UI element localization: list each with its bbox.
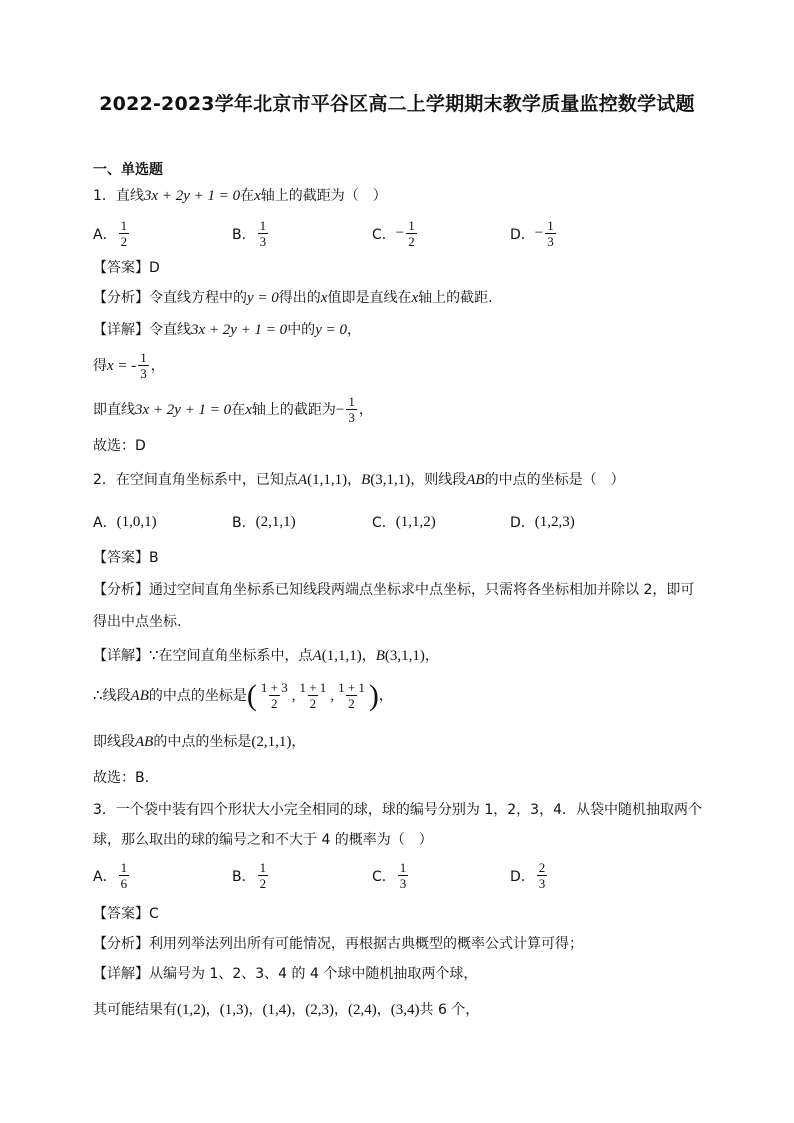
text: 令直线 <box>149 322 191 338</box>
option-fraction <box>398 860 409 891</box>
text: ， <box>361 648 376 664</box>
frac-den: 3 <box>538 876 546 891</box>
option-label: D． <box>510 515 535 531</box>
text: 的中点的坐标是 <box>148 687 247 704</box>
frac-num: 1 <box>408 218 415 233</box>
q1-option-a[interactable] <box>93 218 131 249</box>
text: 得 <box>93 357 107 374</box>
math: AB <box>135 734 154 750</box>
option-label: D． <box>510 226 535 243</box>
math: y = 0 <box>315 322 347 338</box>
math: , <box>330 687 335 704</box>
text: 令直线方程中的 <box>149 290 247 306</box>
q1-axis-var: x <box>254 188 261 204</box>
detail-tag: 【详解】 <box>93 322 149 338</box>
frac-den: 3 <box>399 876 407 891</box>
text: 其可能结果有 <box>93 1002 177 1018</box>
text: 在 <box>231 401 246 418</box>
q2-stem <box>93 470 625 490</box>
section-heading: 一、单选题 <box>93 162 163 178</box>
q2-option-b[interactable] <box>232 512 296 532</box>
text: ， <box>378 687 393 704</box>
frac-num: 1 + 1 <box>338 680 365 695</box>
q3-option-c[interactable] <box>372 860 410 891</box>
text: ， <box>205 1002 220 1018</box>
math: (2,1,1) <box>251 734 292 750</box>
q1-equation: 3x + 2y + 1 = 0 <box>143 188 241 204</box>
text: 在空间直角坐标系中，点 <box>158 648 313 664</box>
option-fraction <box>537 860 548 891</box>
q3-outcomes <box>93 1000 479 1020</box>
q1-stem-text: 轴上的截距为（ ） <box>260 188 387 204</box>
option-label: C． <box>372 515 396 531</box>
option-label: C． <box>372 226 396 243</box>
fraction <box>297 680 328 711</box>
outcome: (1,3) <box>219 1002 249 1018</box>
fraction <box>259 680 290 711</box>
option-label: B． <box>232 868 256 885</box>
text: 得出的 <box>278 290 321 306</box>
q1-analysis <box>93 288 493 308</box>
text: ， <box>358 401 373 418</box>
outcome: (2,3) <box>305 1002 334 1018</box>
math: x <box>245 401 252 418</box>
option-value: (2,1,1) <box>255 513 296 530</box>
math: (3,1,1) <box>384 648 425 664</box>
q3-option-d[interactable] <box>510 860 549 891</box>
option-value: (1,2,3) <box>534 513 575 530</box>
frac-num: 1 <box>547 218 554 233</box>
math: AB <box>466 472 485 488</box>
q2-detail <box>93 646 439 666</box>
frac-den: 2 <box>348 696 355 711</box>
outcome: (1,2) <box>177 1002 206 1018</box>
option-label: B． <box>232 515 256 531</box>
q1-stem-text: 1．直线 <box>93 188 144 204</box>
math: B <box>375 648 385 664</box>
text: ， <box>150 357 165 374</box>
frac-num: 1 <box>120 218 128 233</box>
q1-detail <box>93 320 361 340</box>
math: x <box>320 290 328 306</box>
q2-analysis <box>93 580 694 600</box>
frac-den: 3 <box>140 366 147 381</box>
frac-num: 1 <box>140 350 147 365</box>
fraction <box>336 680 367 711</box>
option-fraction <box>406 218 417 249</box>
frac-den: 2 <box>120 234 128 249</box>
fraction <box>138 350 149 381</box>
q3-option-a[interactable] <box>93 860 131 891</box>
outcome: (2,4) <box>348 1002 377 1018</box>
math: (1,1,1) <box>307 472 348 488</box>
frac-num: 1 <box>120 860 128 875</box>
text: 轴上的截距. <box>418 290 493 306</box>
math: y = 0 <box>247 290 279 306</box>
frac-num: 1 + 3 <box>260 680 288 695</box>
text: 的中点的坐标是（ ） <box>484 472 625 488</box>
frac-den: 2 <box>408 234 415 249</box>
text: ， <box>334 1002 348 1018</box>
math: (1,1,1) <box>321 648 362 664</box>
text: 即直线 <box>93 401 135 418</box>
math: AB <box>130 687 149 704</box>
frac-den: 2 <box>271 696 278 711</box>
outcome: (3,4) <box>390 1002 420 1018</box>
text: 线段 <box>102 687 131 704</box>
text: ， <box>248 1002 263 1018</box>
text: 通过空间直角坐标系已知线段两端点坐标求中点坐标，只需将各坐标相加并除以 2，即可 <box>149 582 695 598</box>
text: 即线段 <box>93 734 135 750</box>
q3-option-b[interactable] <box>232 860 270 891</box>
option-label: A． <box>93 868 117 885</box>
q1-stem <box>93 186 387 206</box>
because-symbol: ∵ <box>149 648 159 664</box>
q1-result: 故选：D <box>93 438 146 454</box>
fraction <box>346 394 357 425</box>
option-label: D． <box>510 868 535 885</box>
option-fraction <box>258 218 269 249</box>
option-fraction <box>119 860 130 891</box>
frac-num: 1 <box>259 218 267 233</box>
text: 共 6 个， <box>419 1002 480 1018</box>
q1-step3 <box>93 394 373 425</box>
paren-left: ( <box>246 678 257 712</box>
text: 利用列举法列出所有可能情况，再根据古典概型的概率公式计算可得； <box>149 936 583 952</box>
frac-den: 6 <box>120 876 128 891</box>
text: 轴上的截距为 <box>251 401 336 418</box>
math: 3x + 2y + 1 = 0 <box>135 401 232 418</box>
frac-den: 3 <box>259 234 267 249</box>
q3-analysis <box>93 934 583 954</box>
q3-stem: 3．一个袋中装有四个形状大小完全相同的球，球的编号分别为 1，2，3，4．从袋中随机抽取两个 <box>93 802 702 818</box>
option-fraction <box>119 218 130 249</box>
q2-result: 故选：B. <box>93 770 150 786</box>
text: ， <box>291 1002 306 1018</box>
frac-num: 2 <box>538 860 546 875</box>
option-sign: − <box>534 225 544 241</box>
q2-answer: 【答案】B <box>93 550 159 566</box>
detail-tag: 【详解】 <box>93 966 149 982</box>
q1-answer: 【答案】D <box>93 260 160 276</box>
outcome: (1,4) <box>262 1002 292 1018</box>
option-label: C． <box>372 868 396 885</box>
math: 3x + 2y + 1 = 0 <box>191 322 288 338</box>
option-value: (1,0,1) <box>116 513 157 530</box>
q2-analysis-cont: 得出中点坐标. <box>93 614 182 630</box>
option-label: A． <box>93 515 117 531</box>
text: ， <box>347 472 362 488</box>
q2-step2 <box>93 680 393 711</box>
text: 中的 <box>287 322 316 338</box>
frac-num: 1 <box>399 860 407 875</box>
frac-den: 2 <box>309 696 317 711</box>
detail-tag: 【详解】 <box>93 648 149 664</box>
text: ，则线段 <box>410 472 467 488</box>
frac-num: 1 <box>259 860 267 875</box>
math: A <box>312 648 322 664</box>
text: ， <box>376 1002 391 1018</box>
q2-option-c[interactable] <box>372 512 436 532</box>
q3-detail <box>93 964 477 984</box>
math: x = - <box>107 357 137 374</box>
text: 从编号为 1、2、3、4 的 4 个球中随机抽取两个球， <box>149 966 478 982</box>
math: B <box>361 472 371 488</box>
analysis-tag: 【分析】 <box>93 582 149 598</box>
q3-answer: 【答案】C <box>93 906 159 922</box>
q1-option-b[interactable] <box>232 218 270 249</box>
math: , <box>291 687 296 704</box>
q1-stem-text: 在 <box>240 188 255 204</box>
text: 的中点的坐标是 <box>153 734 252 750</box>
frac-den: 3 <box>348 410 355 425</box>
analysis-tag: 【分析】 <box>93 936 149 952</box>
therefore-symbol: ∴ <box>93 687 103 704</box>
q3-stem-cont: 球，那么取出的球的编号之和不大于 4 的概率为（ ） <box>93 832 433 848</box>
text: 2．在空间直角坐标系中，已知点 <box>93 472 298 488</box>
text: 值即是直线在 <box>327 290 412 306</box>
math: (3,1,1) <box>370 472 411 488</box>
frac-num: 1 <box>348 394 355 409</box>
text: ， <box>291 734 306 750</box>
frac-num: 1 + 1 <box>299 680 327 695</box>
math: A <box>297 472 308 488</box>
option-label: A． <box>93 226 117 243</box>
q1-option-d[interactable] <box>510 218 558 249</box>
q2-option-d[interactable] <box>510 512 575 532</box>
analysis-tag: 【分析】 <box>93 290 149 306</box>
text: ， <box>424 648 439 664</box>
q2-step3 <box>93 732 305 752</box>
math: x <box>411 290 419 306</box>
option-label: B． <box>232 226 256 243</box>
frac-den: 3 <box>547 234 554 249</box>
q1-option-c[interactable] <box>372 218 419 249</box>
text: ， <box>346 322 361 338</box>
q1-step2 <box>93 350 165 381</box>
document-title: 2022-2023学年北京市平谷区高二上学期期末教学质量监控数学试题 <box>99 93 695 115</box>
paren-right: ) <box>368 678 379 712</box>
option-fraction <box>545 218 556 249</box>
option-fraction <box>258 860 269 891</box>
frac-den: 2 <box>259 876 267 891</box>
option-value: (1,1,2) <box>395 513 436 530</box>
option-sign: − <box>395 225 405 241</box>
math: − <box>335 401 345 418</box>
q2-option-a[interactable] <box>93 512 157 532</box>
